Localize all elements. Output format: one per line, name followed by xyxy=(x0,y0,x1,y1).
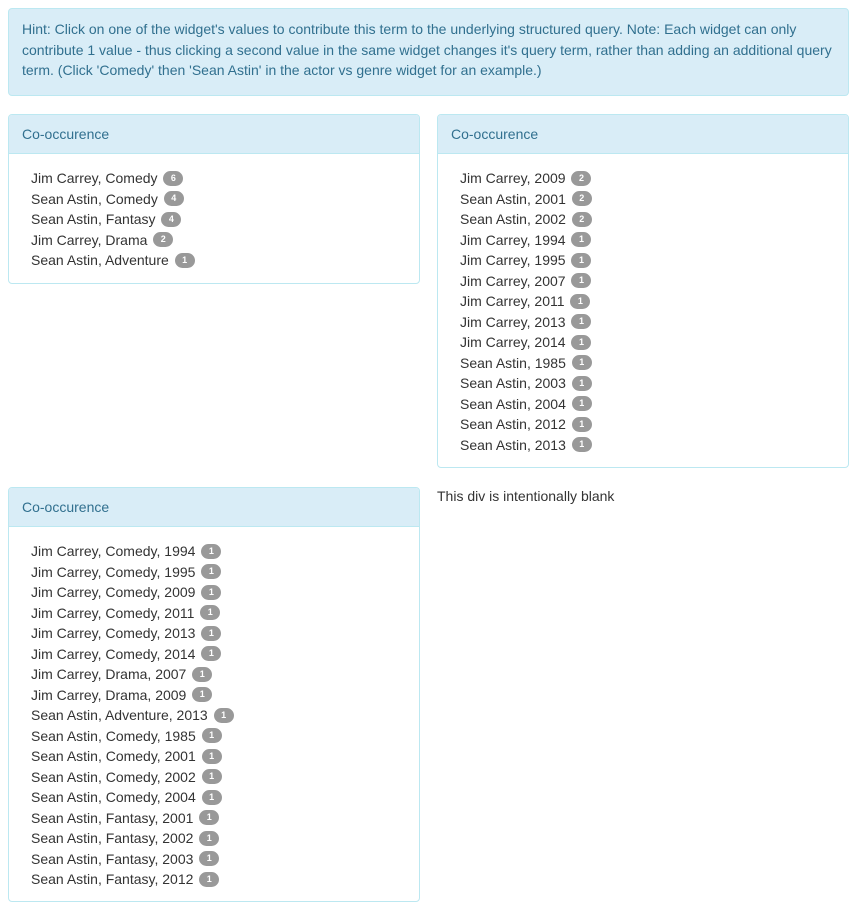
cooccurrence-item[interactable] xyxy=(31,644,397,665)
item-label: Jim Carrey, 2009 xyxy=(460,170,566,186)
item-label: Jim Carrey, Comedy, 1994 xyxy=(31,543,196,559)
item-label: Sean Astin, Fantasy, 2003 xyxy=(31,850,194,867)
count-badge: 1 xyxy=(175,253,195,268)
cooccurrence-item[interactable] xyxy=(31,582,397,603)
count-badge: 1 xyxy=(571,232,591,247)
count-badge: 1 xyxy=(202,749,222,764)
cooccurrence-item[interactable] xyxy=(31,685,397,706)
hint-alert xyxy=(8,8,849,96)
cooccurrence-item[interactable] xyxy=(31,250,397,271)
cooccurrence-item[interactable] xyxy=(31,168,397,189)
cooccurrence-item[interactable] xyxy=(31,726,397,747)
count-badge: 1 xyxy=(201,544,221,559)
cooccurrence-item[interactable] xyxy=(31,664,397,685)
item-label: Jim Carrey, Comedy, 2013 xyxy=(31,625,196,641)
item-label: Jim Carrey, Comedy, 2014 xyxy=(31,645,196,662)
count-badge: 1 xyxy=(201,564,221,579)
item-label: Jim Carrey, 2011 xyxy=(460,293,565,309)
cooccurrence-item[interactable] xyxy=(31,623,397,644)
cooccurrence-item[interactable] xyxy=(31,230,397,251)
count-badge: 6 xyxy=(163,171,183,186)
cooccurrence-item[interactable] xyxy=(460,435,826,456)
item-label: Sean Astin, Comedy xyxy=(31,190,158,207)
count-badge: 1 xyxy=(572,437,592,452)
count-badge: 1 xyxy=(199,810,219,825)
count-badge: 4 xyxy=(164,191,184,206)
cooccurrence-item[interactable] xyxy=(31,189,397,210)
cooccurrence-item[interactable] xyxy=(31,849,397,870)
item-label: Sean Astin, 2002 xyxy=(460,211,566,227)
cooccurrence-item[interactable] xyxy=(31,603,397,624)
count-badge: 1 xyxy=(192,687,212,702)
cooccurrence-item[interactable] xyxy=(31,746,397,767)
count-badge: 1 xyxy=(572,396,592,411)
item-label: Jim Carrey, Comedy xyxy=(31,170,158,186)
count-badge: 1 xyxy=(571,314,591,329)
cooccurrence-item[interactable] xyxy=(460,271,826,292)
item-label: Sean Astin, Fantasy, 2002 xyxy=(31,830,194,846)
cooccurrence-item[interactable] xyxy=(31,828,397,849)
item-label: Jim Carrey, Drama, 2009 xyxy=(31,686,187,703)
item-label: Sean Astin, Adventure xyxy=(31,252,169,268)
cooccurrence-item[interactable] xyxy=(31,541,397,562)
panel-body xyxy=(9,154,419,280)
cooccurrence-item[interactable] xyxy=(460,168,826,189)
item-label: Sean Astin, 2004 xyxy=(460,395,566,412)
item-label: Sean Astin, 2001 xyxy=(460,190,566,207)
cooccurrence-item[interactable] xyxy=(31,705,397,726)
cooccurrence-item[interactable] xyxy=(31,767,397,788)
count-badge: 1 xyxy=(570,294,590,309)
cooccurrence-item[interactable] xyxy=(460,353,826,374)
widget-actor-genre xyxy=(8,114,420,284)
cooccurrence-item[interactable] xyxy=(460,414,826,435)
count-badge: 2 xyxy=(571,171,591,186)
item-label: Jim Carrey, Comedy, 2011 xyxy=(31,604,195,621)
cooccurrence-list xyxy=(460,168,826,455)
cooccurrence-item[interactable] xyxy=(460,209,826,230)
item-label: Jim Carrey, 2007 xyxy=(460,272,566,289)
cooccurrence-item[interactable] xyxy=(31,209,397,230)
cooccurrence-item[interactable] xyxy=(31,808,397,829)
count-badge: 1 xyxy=(192,667,212,682)
item-label: Jim Carrey, Drama, 2007 xyxy=(31,666,187,682)
count-badge: 1 xyxy=(571,253,591,268)
panel-title: Co-occurence xyxy=(438,115,848,154)
cooccurrence-item[interactable] xyxy=(460,332,826,353)
cooccurrence-list xyxy=(31,168,397,271)
panel-body xyxy=(438,154,848,464)
item-label: Jim Carrey, Comedy, 1995 xyxy=(31,563,196,580)
count-badge: 1 xyxy=(571,335,591,350)
cooccurrence-item[interactable] xyxy=(31,787,397,808)
count-badge: 1 xyxy=(214,708,234,723)
count-badge: 1 xyxy=(199,872,219,887)
cooccurrence-item[interactable] xyxy=(460,373,826,394)
count-badge: 1 xyxy=(572,376,592,391)
count-badge: 1 xyxy=(572,417,592,432)
cooccurrence-item[interactable] xyxy=(460,250,826,271)
item-label: Jim Carrey, 1994 xyxy=(460,231,566,248)
cooccurrence-item[interactable] xyxy=(31,869,397,890)
count-badge: 1 xyxy=(200,605,220,620)
item-label: Sean Astin, Fantasy xyxy=(31,211,156,227)
item-label: Jim Carrey, 2014 xyxy=(460,334,566,350)
count-badge: 1 xyxy=(202,790,222,805)
item-label: Sean Astin, Adventure, 2013 xyxy=(31,707,208,723)
panel-title: Co-occurence xyxy=(9,488,419,527)
widget-actor-genre-year xyxy=(8,487,420,902)
panel-body xyxy=(9,527,419,899)
count-badge: 1 xyxy=(202,769,222,784)
cooccurrence-item[interactable] xyxy=(460,291,826,312)
count-badge: 1 xyxy=(572,355,592,370)
item-label: Jim Carrey, 2013 xyxy=(460,313,566,330)
item-label: Sean Astin, Fantasy, 2001 xyxy=(31,809,194,826)
cooccurrence-item[interactable] xyxy=(460,312,826,333)
count-badge: 2 xyxy=(153,232,173,247)
item-label: Sean Astin, Comedy, 2004 xyxy=(31,789,196,805)
item-label: Sean Astin, 1985 xyxy=(460,354,566,371)
cooccurrence-item[interactable] xyxy=(460,394,826,415)
item-label: Sean Astin, 2013 xyxy=(460,436,566,453)
item-label: Sean Astin, Comedy, 2001 xyxy=(31,748,196,764)
count-badge: 1 xyxy=(199,851,219,866)
item-label: Sean Astin, Fantasy, 2012 xyxy=(31,871,194,887)
cooccurrence-item[interactable] xyxy=(460,230,826,251)
count-badge: 1 xyxy=(571,273,591,288)
cooccurrence-list xyxy=(31,541,397,890)
item-label: Sean Astin, Comedy, 2002 xyxy=(31,768,196,785)
item-label: Sean Astin, Comedy, 1985 xyxy=(31,727,196,744)
widget-actor-year xyxy=(437,114,849,468)
count-badge: 1 xyxy=(201,646,221,661)
item-label: Jim Carrey, Comedy, 2009 xyxy=(31,584,196,600)
panel-title: Co-occurence xyxy=(9,115,419,154)
hint-text: Hint: Click on one of the widget's values to contribute this term to the underlying structured query. Note: Each widget can only contribute 1 value - thus clicking a second value in the same widget changes it's query term, rather than adding an additional query term. (Click 'Comedy' then 'Sean Astin' in the actor vs genre widget for an example.) xyxy=(22,21,832,78)
count-badge: 1 xyxy=(201,626,221,641)
cooccurrence-item[interactable] xyxy=(31,562,397,583)
blank-div-text: This div is intentionally blank xyxy=(437,488,615,504)
item-label: Sean Astin, 2003 xyxy=(460,375,566,391)
item-label: Sean Astin, 2012 xyxy=(460,416,566,432)
count-badge: 2 xyxy=(572,212,592,227)
count-badge: 1 xyxy=(199,831,219,846)
count-badge: 4 xyxy=(161,212,181,227)
cooccurrence-item[interactable] xyxy=(460,189,826,210)
count-badge: 1 xyxy=(202,728,222,743)
item-label: Jim Carrey, Drama xyxy=(31,231,148,248)
item-label: Jim Carrey, 1995 xyxy=(460,252,566,268)
count-badge: 2 xyxy=(572,191,592,206)
count-badge: 1 xyxy=(201,585,221,600)
